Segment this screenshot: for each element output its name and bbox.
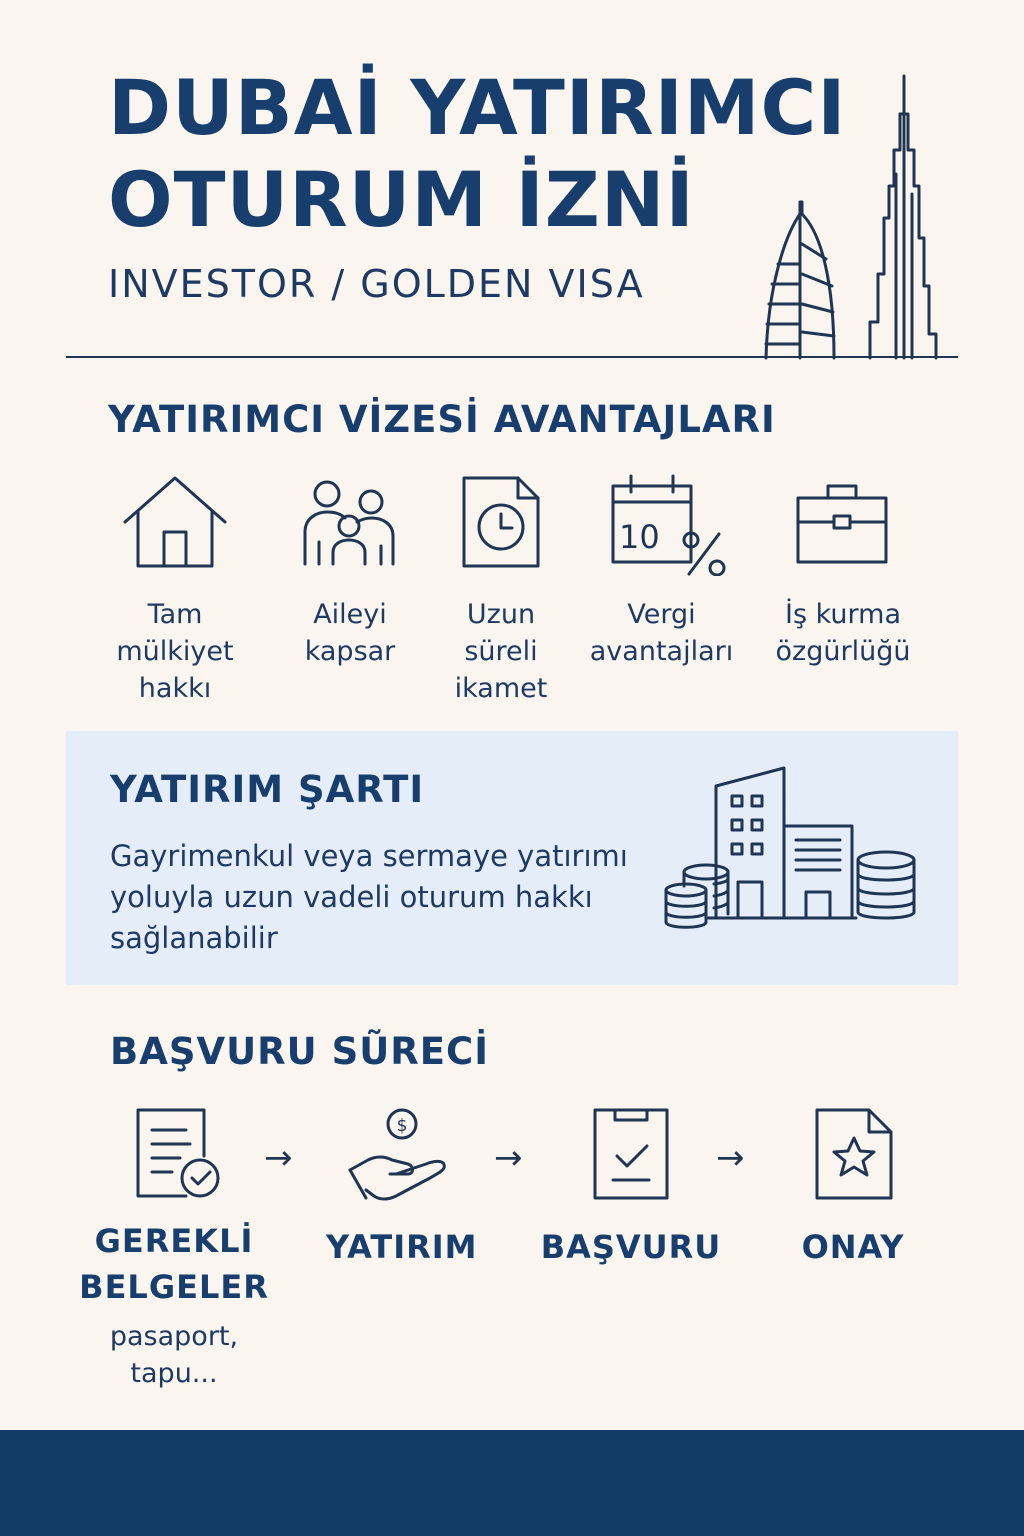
step-label: GEREKLİ BELGELER — [79, 1222, 269, 1306]
page-subtitle: INVESTOR / GOLDEN VISA — [108, 262, 645, 306]
benefit-item-ownership — [100, 472, 250, 707]
benefit-item-family — [275, 472, 425, 670]
benefit-item-residency — [426, 472, 576, 707]
page-title — [108, 62, 847, 246]
process-step-investment — [326, 1104, 476, 1270]
dubai-skyline-icon — [756, 74, 946, 360]
header-divider — [66, 356, 958, 358]
benefit-label: Vergi avantajları — [589, 599, 734, 667]
benefit-label: Tam mülkiyet hakkı — [116, 599, 234, 704]
benefit-label: Aileyi kapsar — [304, 599, 396, 667]
step-label: BAŞVURU — [540, 1228, 722, 1266]
process-step-documents — [74, 1104, 274, 1392]
investment-heading: YATIRIM ŞARTI — [110, 768, 425, 811]
arrow-icon: → — [264, 1138, 293, 1178]
clipboard-check-icon — [581, 1104, 681, 1204]
step-sublabel: pasaport, tapu... — [109, 1321, 239, 1389]
calendar-percent-icon — [597, 472, 727, 576]
footer-band — [0, 1430, 1024, 1536]
arrow-icon: → — [716, 1138, 745, 1178]
hand-coin-icon — [346, 1104, 456, 1204]
tax-icon-number: 10 — [618, 518, 660, 556]
process-step-application — [538, 1104, 724, 1270]
process-heading: BAŞVURU SŨRECİ — [110, 1030, 489, 1073]
arrow-icon: → — [494, 1138, 523, 1178]
investment-description: Gayrimenkul veya sermaye yatırımı yoluyla uzun vadeli oturum hakkı sağlanabilir — [110, 839, 628, 955]
benefit-label: İş kurma özgürlüğü — [775, 599, 911, 667]
benefits-heading: YATIRIMCI VİZESİ AVANTAJLARI — [108, 398, 776, 441]
house-icon — [120, 472, 230, 572]
benefit-item-business — [762, 472, 924, 670]
document-check-icon — [124, 1104, 224, 1204]
briefcase-icon — [788, 472, 898, 572]
title-line-1: DUBAİ YATIRIMCI — [108, 63, 847, 152]
step-label: YATIRIM — [326, 1228, 478, 1266]
family-icon — [295, 472, 405, 572]
process-step-approval — [778, 1104, 928, 1270]
benefit-label: Uzun süreli ikamet — [454, 599, 548, 704]
document-star-icon — [803, 1104, 903, 1204]
buildings-coins-icon — [660, 764, 922, 934]
svg-text:$: $ — [396, 1116, 408, 1136]
benefit-item-tax — [584, 472, 739, 670]
title-line-2: OTURUM İZNİ — [108, 155, 695, 244]
document-clock-icon — [446, 472, 556, 572]
step-label: ONAY — [801, 1228, 905, 1266]
